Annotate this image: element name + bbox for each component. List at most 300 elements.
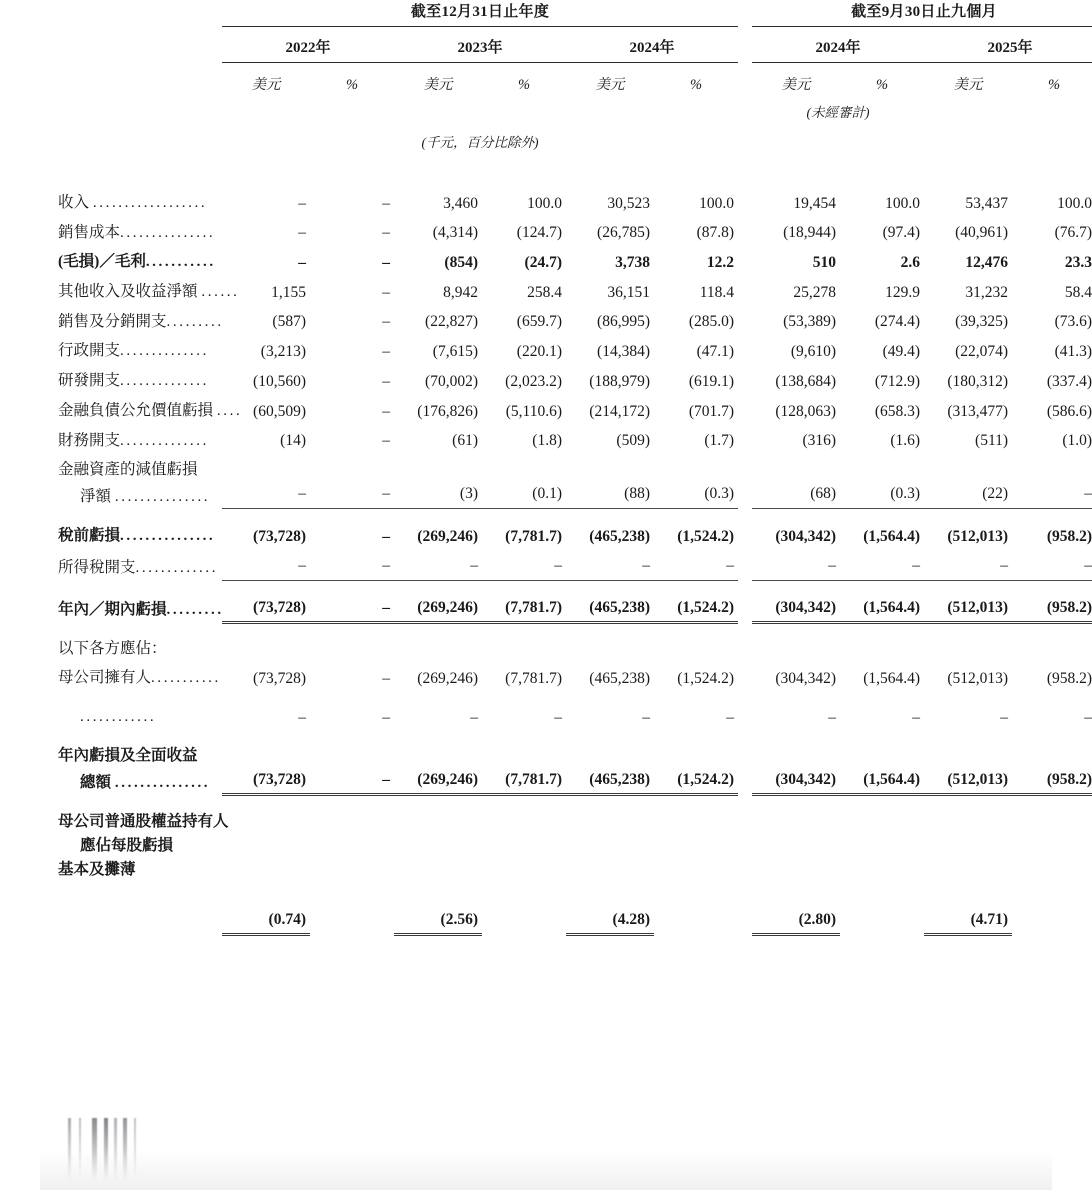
cell-2022-pct: –	[310, 481, 394, 509]
table-row-eps-label	[0, 857, 1092, 881]
cell-2023-usd: (7,615)	[432, 343, 478, 361]
table-row-total-comprehensive-heading	[0, 729, 1092, 767]
row-label-eps-heading-line1: 母公司普通股權益持有人	[58, 812, 229, 830]
cell-2022-pct: –	[382, 194, 390, 212]
cell-2022-pct: –	[310, 767, 394, 795]
cell-2025-9m-usd: 31,232	[965, 283, 1009, 301]
leader-dots: .........	[166, 313, 224, 330]
cell-2023-usd: (61)	[452, 432, 478, 450]
table-row-revenue	[0, 185, 1092, 215]
row-label-attributable-heading: 以下各方應佔：	[58, 640, 167, 658]
unit-usd-2022: 美元	[251, 77, 281, 93]
cell-2024-usd: (465,238)	[566, 580, 654, 622]
cell-2023-usd: (4,314)	[432, 224, 478, 242]
cell-2025-9m-pct: 58.4	[1064, 283, 1092, 301]
cell-2024-9m-pct: (1.6)	[890, 432, 921, 450]
cell-2023-pct: 258.4	[527, 283, 562, 301]
cell-2024-pct: (87.8)	[696, 224, 735, 242]
cell-2024-9m-pct: (97.4)	[882, 224, 921, 242]
cell-2024-pct: (619.1)	[688, 372, 735, 390]
year-row-label-cell	[0, 27, 222, 62]
header-units-note-row	[0, 121, 1092, 151]
cell-2023-usd: (70,002)	[425, 372, 478, 390]
leader-dots: ..............	[120, 432, 209, 449]
row-label-selling-distribution	[0, 304, 222, 334]
row-label-revenue	[0, 185, 222, 215]
cell-2025-9m-usd: (180,312)	[947, 372, 1009, 390]
row-label-other-income	[0, 274, 240, 304]
cell-2023-pct: (7,781.7)	[482, 580, 566, 622]
table-row-income-tax	[0, 548, 1092, 581]
cell-2022-pct: –	[382, 313, 390, 331]
units-note: (千元，百分比除外)	[421, 135, 539, 150]
cell-2022-usd: –	[222, 548, 310, 581]
cell-2024-9m-pct: (1,564.4)	[840, 767, 924, 795]
cell-2022-usd: (73,728)	[222, 767, 310, 795]
cell-eps-2022-pct	[310, 881, 394, 935]
cell-2024-9m-usd: 25,278	[793, 283, 837, 301]
table-row-research-development	[0, 363, 1092, 393]
cell-2022-usd: 1,155	[271, 283, 306, 301]
cell-2024-usd: (86,995)	[597, 313, 650, 331]
cell-2024-9m-pct: (712.9)	[874, 372, 921, 390]
header-unaudited-row	[0, 94, 1092, 121]
cell-2023-pct: (24.7)	[524, 254, 562, 272]
cell-2023-pct: (7,781.7)	[505, 670, 562, 688]
label-text: 年內／期內虧損	[58, 601, 167, 619]
row-label-finance-costs	[0, 423, 222, 453]
cell-2024-9m-usd: (138,684)	[775, 372, 837, 390]
cell-2025-9m-pct: (958.2)	[1046, 670, 1092, 688]
cell-2025-9m-pct: (41.3)	[1054, 343, 1092, 361]
cell-2022-usd: –	[298, 194, 306, 212]
cell-2024-9m-usd: (304,342)	[752, 580, 840, 622]
cell-eps-2025-9m-pct	[1012, 881, 1092, 935]
cell-gap	[738, 548, 752, 581]
cell-2024-9m-pct: (0.3)	[840, 481, 924, 509]
cell-2024-usd: (465,238)	[566, 767, 654, 795]
unit-usd-2023: 美元	[423, 77, 453, 93]
header-year-2024: 2024年	[629, 40, 675, 56]
cell-2025-9m-usd: (512,013)	[924, 767, 1012, 795]
cell-2024-9m-pct: (274.4)	[874, 313, 921, 331]
cell-2022-pct: –	[382, 224, 390, 242]
cell-gap	[738, 185, 752, 215]
cell-2022-pct: –	[382, 432, 390, 450]
leader-dots: ..............	[120, 343, 209, 360]
unit-pct-2025-9m: %	[1047, 77, 1061, 93]
cell-2025-9m-pct: –	[1084, 708, 1092, 726]
header-gap	[738, 0, 752, 26]
cell-2023-usd: (22,827)	[425, 313, 478, 331]
cell-eps-2023-pct	[482, 881, 566, 935]
cell-2024-pct: (1,524.2)	[654, 767, 738, 795]
leader-dots: ..............	[120, 373, 209, 390]
cell-2024-9m-pct: 100.0	[885, 194, 921, 212]
cell-2025-9m-pct: –	[1012, 481, 1092, 509]
table-row-other-income	[0, 274, 1092, 304]
header-group-nine-months: 截至9月30日止九個月	[851, 4, 997, 20]
cell-2024-9m-usd: 19,454	[793, 194, 837, 212]
row-label-parent-owners	[0, 660, 222, 690]
cell-2024-usd: (214,172)	[589, 402, 650, 420]
units-note-spacer	[752, 121, 1092, 151]
cell-gap	[738, 244, 752, 274]
row-label-total-comprehensive	[0, 767, 222, 795]
header-year-2024-9m: 2024年	[815, 40, 861, 56]
eps-heading-spacer-2	[222, 833, 1092, 857]
cell-2024-usd: (509)	[616, 432, 650, 450]
cell-gap	[738, 481, 752, 509]
units-note-gap	[738, 121, 752, 151]
cell-2024-9m-pct: –	[840, 548, 924, 581]
units-note-label-cell	[0, 121, 222, 151]
cell-eps-2024-pct	[654, 881, 738, 935]
unit-usd-2024-9m: 美元	[781, 77, 811, 93]
label-text: 所得稅開支	[58, 559, 136, 577]
cell-2024-pct: (0.3)	[654, 481, 738, 509]
cell-eps-2024-9m: (2.80)	[752, 881, 840, 935]
cell-2024-9m-usd: (316)	[802, 432, 837, 450]
eps-heading-spacer-1	[222, 795, 1092, 833]
unit-gap	[738, 63, 752, 94]
cell-2025-9m-usd: 53,437	[965, 194, 1009, 212]
cell-2024-9m-pct: (49.4)	[882, 343, 921, 361]
leader-dots: ......	[201, 284, 240, 301]
cell-2022-usd: –	[298, 224, 306, 242]
cell-2023-pct: (2,023.2)	[505, 372, 562, 390]
label-text: 研發開支	[58, 372, 121, 390]
cell-eps-2022: (0.74)	[222, 881, 310, 935]
cell-2025-9m-pct: 100.0	[1057, 194, 1092, 212]
cell-2022-usd: (73,728)	[222, 580, 310, 622]
cell-gap	[738, 423, 752, 453]
cell-2024-usd: (465,238)	[589, 670, 650, 688]
unaudited-gap	[738, 94, 752, 121]
cell-2025-9m-usd: (22,074)	[955, 343, 1009, 361]
unit-pct-2023: %	[517, 77, 531, 93]
cell-2024-usd: (26,785)	[597, 224, 650, 242]
cell-eps-2024: (4.28)	[566, 881, 654, 935]
label-text: 財務開支	[58, 431, 121, 449]
cell-2024-9m-usd: 510	[812, 254, 837, 272]
cell-2024-pct: –	[654, 548, 738, 581]
table-row-administrative	[0, 333, 1092, 363]
cell-2024-usd: 3,738	[615, 254, 650, 272]
impairment-heading-spacer	[222, 452, 1092, 481]
cell-2022-usd: (587)	[272, 313, 306, 331]
header-group-row	[0, 0, 1092, 26]
cell-2025-9m-usd: (512,013)	[924, 580, 1012, 622]
cell-gap	[738, 690, 752, 729]
cell-2024-usd: (465,238)	[589, 527, 650, 545]
cell-2024-9m-usd: –	[752, 548, 840, 581]
cell-2022-usd: (3,213)	[260, 343, 306, 361]
cell-2024-9m-pct: (1,564.4)	[840, 580, 924, 622]
cell-2023-usd: (854)	[444, 254, 478, 272]
table-row-total-comprehensive	[0, 767, 1092, 795]
row-label-eps-heading-line2: 應佔每股虧損	[80, 836, 174, 854]
scan-shadow-artifact	[40, 1150, 1052, 1190]
cell-2023-pct: (0.1)	[482, 481, 566, 509]
cell-eps-gap	[738, 881, 752, 935]
unaudited-label-cell	[0, 94, 222, 121]
table-row-impairment	[0, 481, 1092, 509]
cell-2025-9m-pct: 23.3	[1064, 254, 1092, 272]
cell-2024-9m-usd: (18,944)	[783, 224, 837, 242]
table-row-eps-heading-1	[0, 795, 1092, 833]
row-label-administrative	[0, 333, 222, 363]
cell-eps-2024-9m-pct	[840, 881, 924, 935]
table-row-cost-of-sales	[0, 215, 1092, 245]
cell-2025-9m-usd: –	[1000, 708, 1009, 726]
total-comprehensive-heading-spacer	[222, 729, 1092, 767]
cell-2022-usd: (60,509)	[253, 402, 306, 420]
label-text: 收入	[58, 194, 90, 211]
label-text: 銷售及分銷開支	[58, 312, 167, 330]
label-text: 稅前虧損	[58, 526, 121, 544]
year-gap	[738, 27, 752, 62]
attributable-heading-spacer	[222, 622, 1092, 660]
leader-dots: ............	[80, 709, 157, 726]
leader-dots: ...............	[120, 527, 216, 544]
cell-2024-usd: 36,151	[607, 283, 650, 301]
cell-2024-pct: 100.0	[699, 194, 735, 212]
cell-2024-pct: (285.0)	[688, 313, 735, 331]
eps-values-label-cell	[0, 881, 222, 935]
row-label-cost-of-sales	[0, 215, 222, 245]
cell-2025-9m-pct: (958.2)	[1012, 580, 1092, 622]
table-row-fv-loss-financial-liabilities	[0, 393, 1092, 423]
label-text: 金融負債公允價值虧損	[58, 401, 214, 419]
cell-2024-pct: (701.7)	[688, 402, 735, 420]
cell-2025-9m-usd: (39,325)	[955, 313, 1009, 331]
cell-2024-9m-pct: (1,564.4)	[863, 527, 921, 545]
cell-2025-9m-pct: (73.6)	[1054, 313, 1092, 331]
unit-pct-2024-9m: %	[875, 77, 889, 93]
cell-2025-9m-usd: (313,477)	[947, 402, 1009, 420]
table-row-non-controlling-interests	[0, 690, 1092, 729]
cell-2022-pct: –	[382, 402, 390, 420]
label-text: 母公司擁有人	[58, 669, 152, 687]
cell-gap	[738, 333, 752, 363]
table-row-attributable-heading	[0, 622, 1092, 660]
cell-2023-usd: –	[470, 708, 478, 726]
cell-2025-9m-usd: (512,013)	[947, 527, 1009, 545]
table-row-parent-owners	[0, 660, 1092, 690]
table-row-finance-costs	[0, 423, 1092, 453]
cell-gap	[738, 580, 752, 622]
cell-2022-pct: –	[382, 708, 390, 726]
leader-dots: ...............	[114, 774, 211, 791]
cell-eps-2025-9m: (4.71)	[924, 881, 1012, 935]
cell-2024-9m-pct: 129.9	[885, 283, 921, 301]
label-text: 淨額	[80, 488, 112, 506]
leader-dots: ...............	[120, 224, 216, 241]
cell-gap	[738, 215, 752, 245]
cell-2025-9m-pct: (958.2)	[1012, 767, 1092, 795]
cell-2023-pct: (1.8)	[532, 432, 562, 450]
leader-dots: ..................	[92, 195, 208, 211]
cell-2023-pct: –	[482, 548, 566, 581]
cell-2022-usd: (10,560)	[253, 372, 306, 390]
cell-2025-9m-usd: 12,476	[965, 254, 1009, 272]
cell-2022-pct: –	[382, 670, 390, 688]
unit-usd-2025-9m: 美元	[953, 77, 983, 93]
cell-2022-pct: –	[382, 283, 390, 301]
unit-pct-2022: %	[345, 77, 359, 93]
cell-2024-usd: (14,384)	[597, 343, 650, 361]
cell-2024-pct: 118.4	[699, 283, 735, 301]
scan-smear-artifact	[62, 1118, 154, 1182]
row-label-fv-loss-financial-liabilities	[0, 393, 243, 423]
cell-gap	[738, 304, 752, 334]
header-unit-row	[0, 63, 1092, 94]
cell-2024-usd: 30,523	[607, 194, 650, 212]
cell-2024-usd: –	[642, 708, 650, 726]
cell-gap	[738, 393, 752, 423]
cell-2024-pct: –	[726, 708, 735, 726]
eps-label-spacer	[222, 857, 1092, 881]
label-text: 行政開支	[58, 342, 121, 360]
cell-2024-9m-usd: –	[828, 708, 837, 726]
cell-2023-pct: (659.7)	[516, 313, 562, 331]
cell-2024-9m-usd: (9,610)	[790, 343, 837, 361]
cell-2023-usd: 3,460	[443, 194, 478, 212]
leader-dots: ...........	[151, 670, 221, 687]
header-year-2025-9m: 2025年	[987, 40, 1033, 56]
cell-gap	[738, 509, 752, 548]
cell-2024-pct: (1,524.2)	[654, 580, 738, 622]
cell-2025-9m-usd: (512,013)	[947, 670, 1009, 688]
cell-gap	[738, 274, 752, 304]
row-label-gross-profit	[0, 244, 222, 274]
row-label-research-development	[0, 363, 222, 393]
cell-2024-9m-pct: (658.3)	[874, 402, 921, 420]
cell-2024-usd: (188,979)	[589, 372, 650, 390]
cell-2024-pct: (1,524.2)	[677, 670, 735, 688]
cell-2025-9m-usd: –	[924, 548, 1012, 581]
row-label-loss-before-tax	[0, 509, 222, 548]
label-text: 銷售成本	[58, 223, 121, 241]
cell-2023-usd: –	[394, 548, 482, 581]
table-row-selling-distribution	[0, 304, 1092, 334]
cell-2023-usd: (269,246)	[394, 767, 482, 795]
unit-usd-2024: 美元	[595, 77, 625, 93]
cell-2022-pct: –	[382, 254, 390, 272]
cell-2023-pct: (5,110.6)	[505, 402, 562, 420]
cell-2024-9m-usd: (68)	[752, 481, 840, 509]
cell-2024-9m-pct: (1,564.4)	[863, 670, 921, 688]
table-row-gross-profit	[0, 244, 1092, 274]
cell-2022-usd: –	[298, 254, 306, 272]
cell-2024-pct: (1.7)	[704, 432, 735, 450]
label-text: 總額	[80, 773, 112, 791]
corner-cell	[0, 0, 222, 26]
cell-2023-pct: (124.7)	[516, 224, 562, 242]
cell-2024-9m-usd: (128,063)	[775, 402, 837, 420]
cell-2023-pct: –	[554, 708, 562, 726]
leader-dots: ....	[216, 402, 243, 419]
unaudited-spacer	[222, 94, 738, 121]
cell-2022-pct: –	[310, 548, 394, 581]
row-label-impairment-line1: 金融資產的減值虧損	[58, 461, 198, 479]
table-row-eps-heading-2	[0, 833, 1092, 857]
cell-2022-usd: –	[298, 708, 306, 726]
cell-gap	[738, 363, 752, 393]
cell-2025-9m-pct: (586.6)	[1046, 402, 1092, 420]
leader-dots: ...........	[145, 254, 216, 271]
cell-2024-pct: (47.1)	[696, 343, 735, 361]
cell-2024-9m-usd: (304,342)	[775, 670, 837, 688]
cell-2022-pct: –	[382, 372, 390, 390]
cell-2023-usd: (269,246)	[394, 580, 482, 622]
cell-2025-9m-pct: (1.0)	[1062, 432, 1092, 450]
cell-2024-9m-pct: 2.6	[900, 254, 921, 272]
row-label-income-tax	[0, 548, 222, 581]
leader-dots: ...............	[114, 489, 211, 506]
unaudited-note: (未經審計)	[806, 105, 870, 120]
cell-2025-9m-usd: (22)	[924, 481, 1012, 509]
cell-2023-pct: (7,781.7)	[505, 527, 562, 545]
unaudited-spacer-right	[924, 94, 1092, 121]
cell-2023-usd: (269,246)	[417, 527, 478, 545]
cell-2022-pct: –	[310, 580, 394, 622]
cell-2024-usd: –	[566, 548, 654, 581]
cell-2023-pct: (7,781.7)	[482, 767, 566, 795]
header-year-2022: 2022年	[285, 40, 331, 56]
cell-2023-pct: (220.1)	[516, 343, 562, 361]
table-row-loss-before-tax	[0, 509, 1092, 548]
cell-2022-pct: –	[382, 343, 390, 361]
cell-eps-2023: (2.56)	[394, 881, 482, 935]
cell-2022-pct: –	[382, 527, 390, 545]
cell-2022-usd: (73,728)	[253, 670, 306, 688]
cell-gap	[738, 660, 752, 690]
cell-2024-pct: (1,524.2)	[677, 527, 735, 545]
label-text: (毛損)／毛利	[58, 253, 146, 271]
cell-2024-9m-usd: (304,342)	[752, 767, 840, 795]
label-text: 其他收入及收益淨額	[58, 283, 198, 301]
header-body-spacer	[0, 151, 1092, 185]
row-label-non-controlling-interests	[0, 690, 222, 729]
table-row-eps-values	[0, 881, 1092, 935]
leader-dots: .........	[166, 602, 224, 619]
cell-2025-9m-pct: (337.4)	[1046, 372, 1092, 390]
cell-gap	[738, 767, 752, 795]
row-label-loss-for-period	[0, 580, 222, 622]
table-row-impairment-heading	[0, 452, 1092, 481]
cell-2022-usd: (14)	[280, 432, 306, 450]
cell-2022-usd: (73,728)	[253, 527, 306, 545]
cell-2023-usd: (269,246)	[417, 670, 478, 688]
cell-2023-pct: 100.0	[527, 194, 562, 212]
cell-2025-9m-usd: (40,961)	[955, 224, 1009, 242]
row-label-impairment-net	[0, 481, 222, 509]
cell-2025-9m-pct: –	[1012, 548, 1092, 581]
cell-2023-usd: (176,826)	[417, 402, 478, 420]
cell-2025-9m-usd: (511)	[975, 432, 1009, 450]
cell-2024-pct: 12.2	[706, 254, 735, 272]
header-group-years: 截至12月31日止年度	[410, 4, 550, 20]
unit-pct-2024: %	[689, 77, 703, 93]
table-row-loss-for-period	[0, 580, 1092, 622]
cell-2022-usd: –	[222, 481, 310, 509]
cell-2024-9m-pct: –	[912, 708, 921, 726]
cell-2023-usd: (3)	[394, 481, 482, 509]
cell-2023-usd: 8,942	[443, 283, 478, 301]
cell-2025-9m-pct: (76.7)	[1054, 224, 1092, 242]
